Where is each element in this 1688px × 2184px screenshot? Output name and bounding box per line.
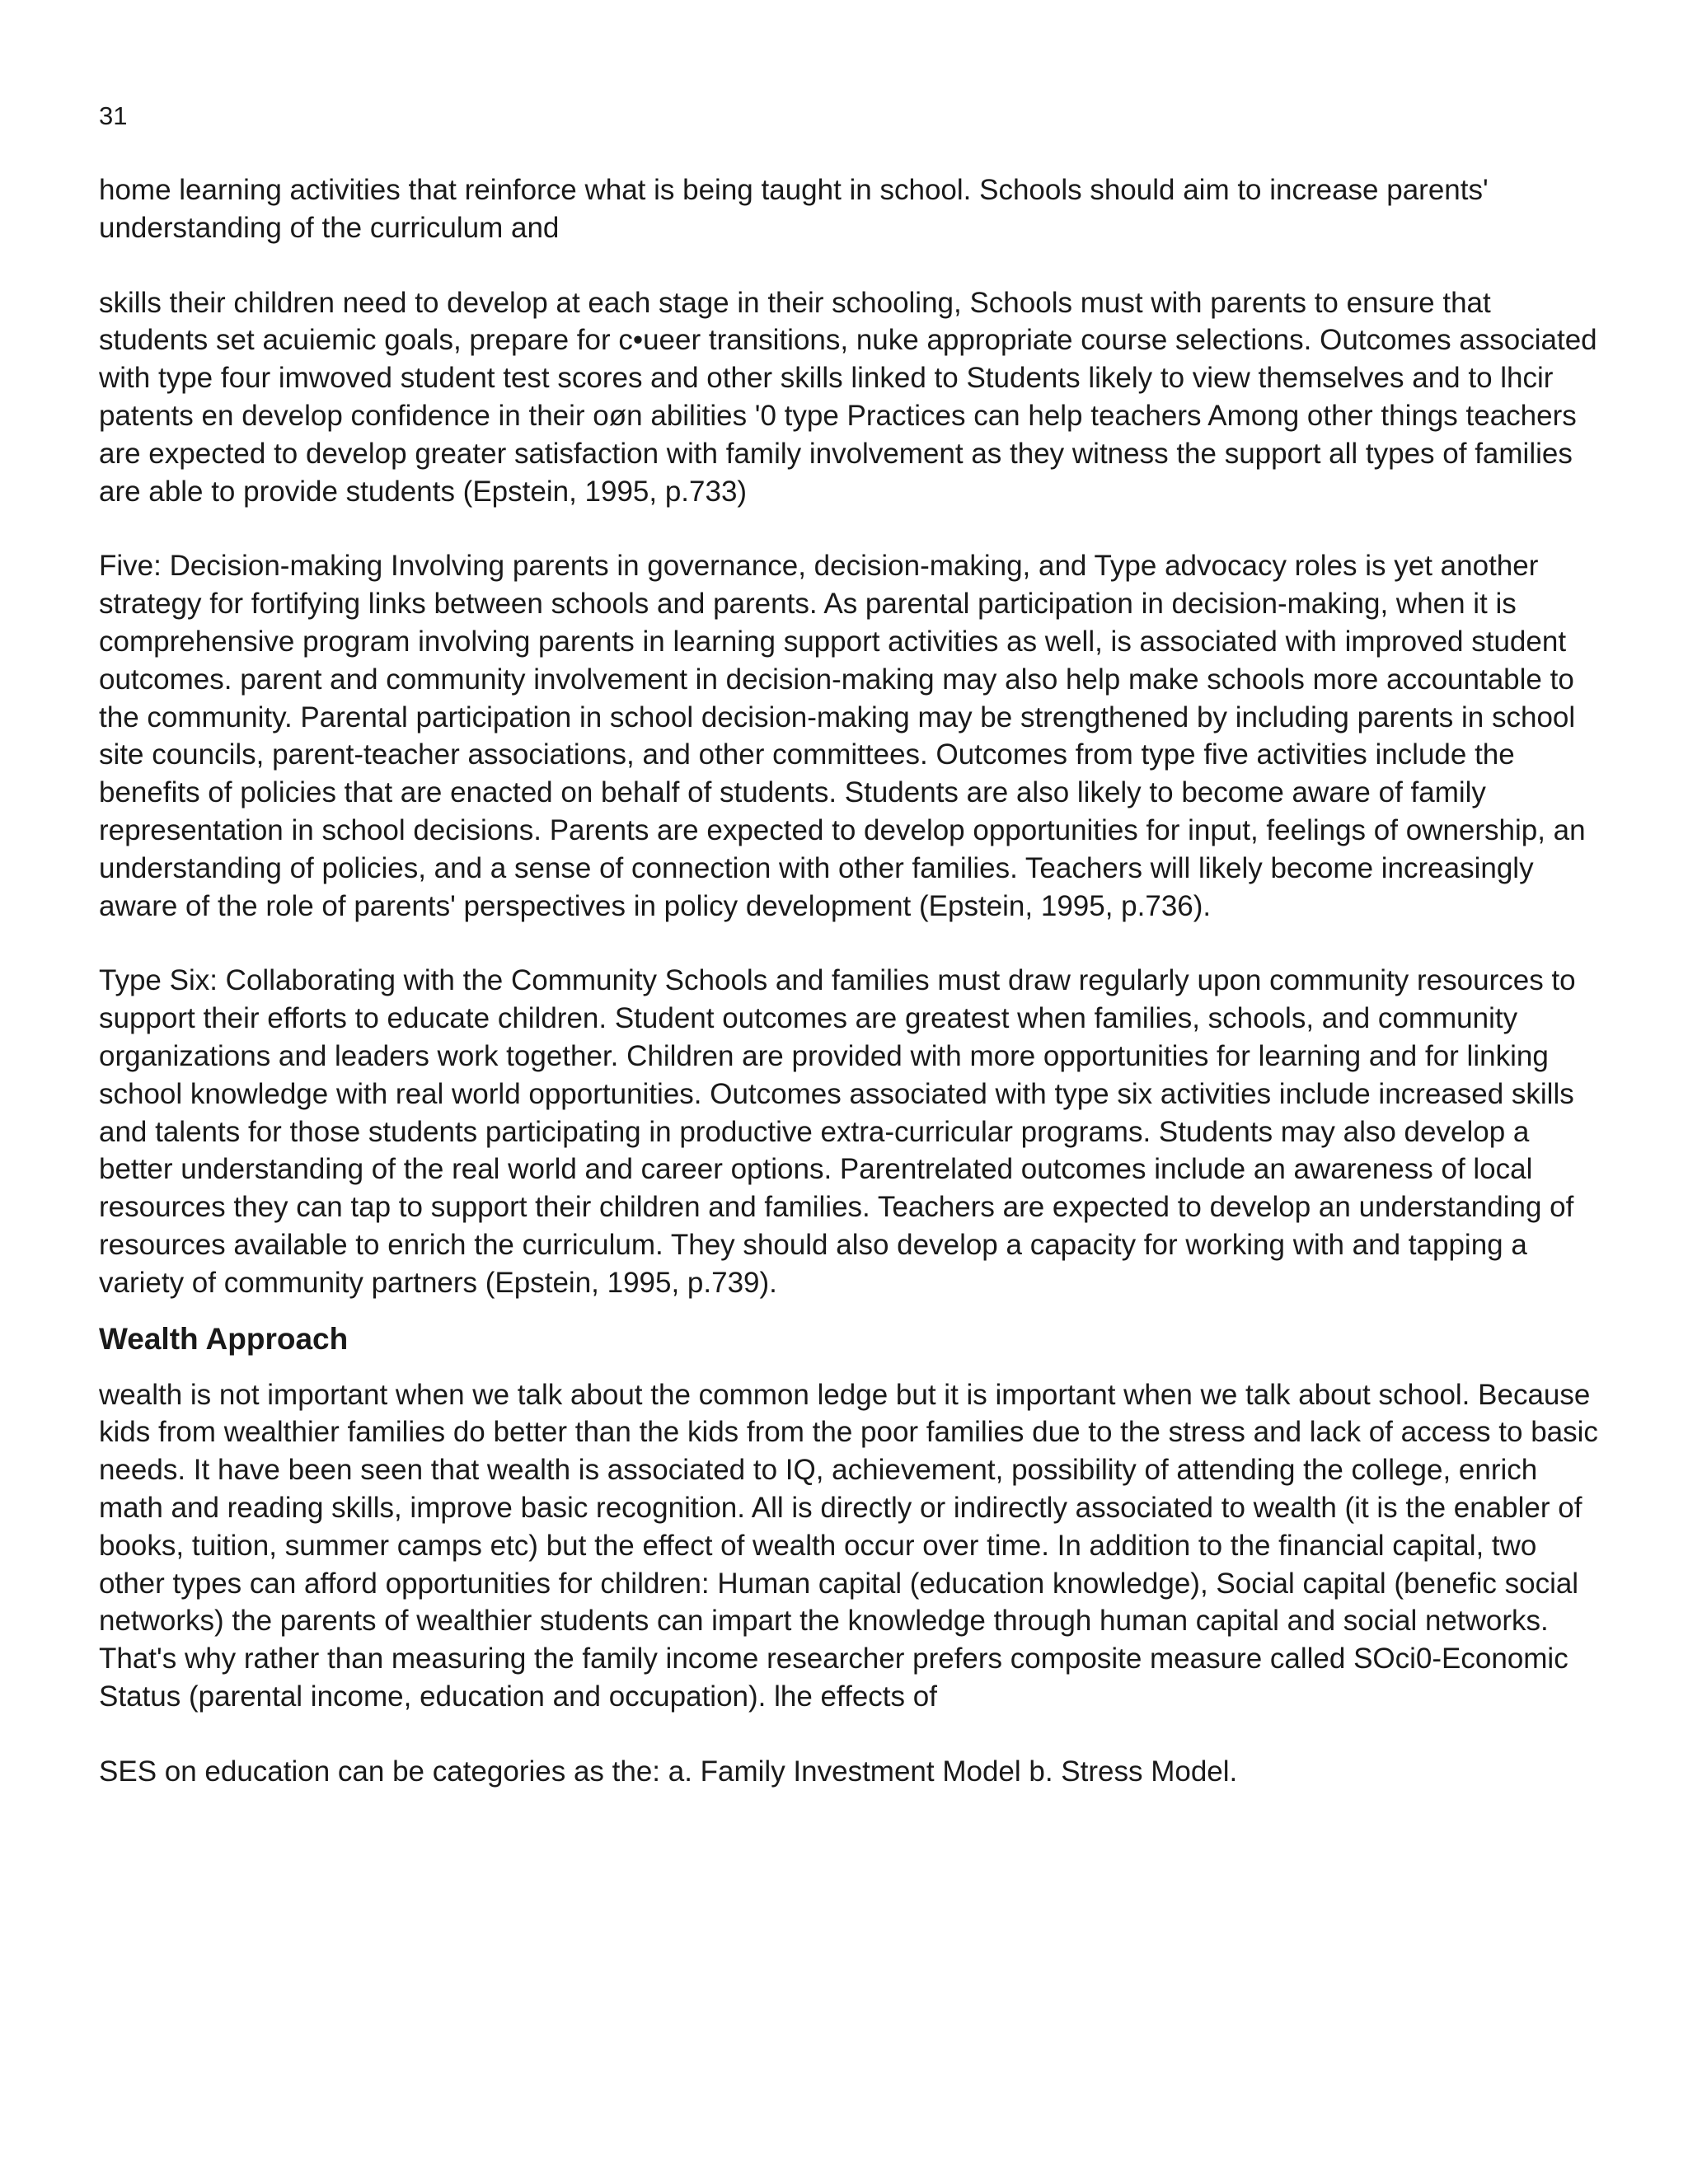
page-number: 31 xyxy=(99,101,128,130)
section-heading-wealth-approach: Wealth Approach xyxy=(99,1321,349,1356)
paragraph-type-four-outcomes: skills their children need to develop at each stage in their schooling, Schools must with parents to ensure that students set acuiemic goals, prepare for c•ueer transitions, nuke appropriate course selections. Outcomes associated with type four imwoved student test scores and other skills linked to Students likely to view themselves and to lhcir patents en develop confidence in their oøn abilities '0 type Practices can help teachers Among other things teachers are expected to develop greater satisfaction with family involvement as they witness the support all types of families are able to provide students (Epstein, 1995, p.733) xyxy=(99,286,1597,508)
paragraph-ses-models: SES on education can be categories as the: a. Family Investment Model b. Stress Model. xyxy=(99,1755,1238,1788)
paragraph-wealth: wealth is not important when we talk about the common ledge but it is important when we talk about school. Because kids from wealthier families do better than the kids from the poor families due to the stress and lack of access to basic needs. It have been seen that wealth is associated to IQ, achievement, possibility of attending the college, enrich math and reading skills, improve basic recognition. All is directly or indirectly associated to wealth (it is the enabler of books, tuition, summer camps etc) but the effect of wealth occur over time. In addition to the financial capital, two other types can afford opportunities for children: Human capital (education knowledge), Social capital (benefic social networks) the parents of wealthier students can impart the knowledge through human capital and social networks. That's why rather than measuring the family income researcher prefers composite measure called SOci0-Economic Status (parental income, education and occupation). lhe effects of xyxy=(99,1378,1598,1713)
paragraph-decision-making: Five: Decision-making Involving parents in governance, decision-making, and Type advocacy roles is yet another strategy for fortifying links between schools and parents. As parental participation in decision-making, when it is comprehensive program involving parents in learning support activities as well, is associated with improved student outcomes. parent and community involvement in decision-making may also help make schools more accountable to the community. Parental participation in school decision-making may be strengthened by including parents in school site councils, parent-teacher associations, and other committees. Outcomes from type five activities include the benefits of policies that are enacted on behalf of students. Students are also likely to become aware of family representation in school decisions. Parents are expected to develop opportunities for input, feelings of ownership, an understanding of policies, and a sense of connection with other families. Teachers will likely become increasingly aware of the role of parents' perspectives in policy development (Epstein, 1995, p.736). xyxy=(99,550,1586,922)
paragraph-collaborating-community: Type Six: Collaborating with the Community Schools and families must draw regularly upon community resources to support their efforts to educate children. Student outcomes are greatest when families, schools, and community organizations and leaders work together. Children are provided with more opportunities for learning and for linking school knowledge with real world opportunities. Outcomes associated with type six activities include increased skills and talents for those students participating in productive extra-curricular programs. Students may also develop a better understanding of the real world and career options. Parentrelated outcomes include an awareness of local resources they can tap to support their children and families. Teachers are expected to develop an understanding of resources available to enrich the curriculum. They should also develop a capacity for working with and tapping a variety of community partners (Epstein, 1995, p.739). xyxy=(99,964,1576,1299)
document-body xyxy=(99,171,1607,1790)
paragraph-home-learning: home learning activities that reinforce what is being taught in school. Schools should aim to increase parents' understanding of the curriculum and xyxy=(99,174,1489,244)
